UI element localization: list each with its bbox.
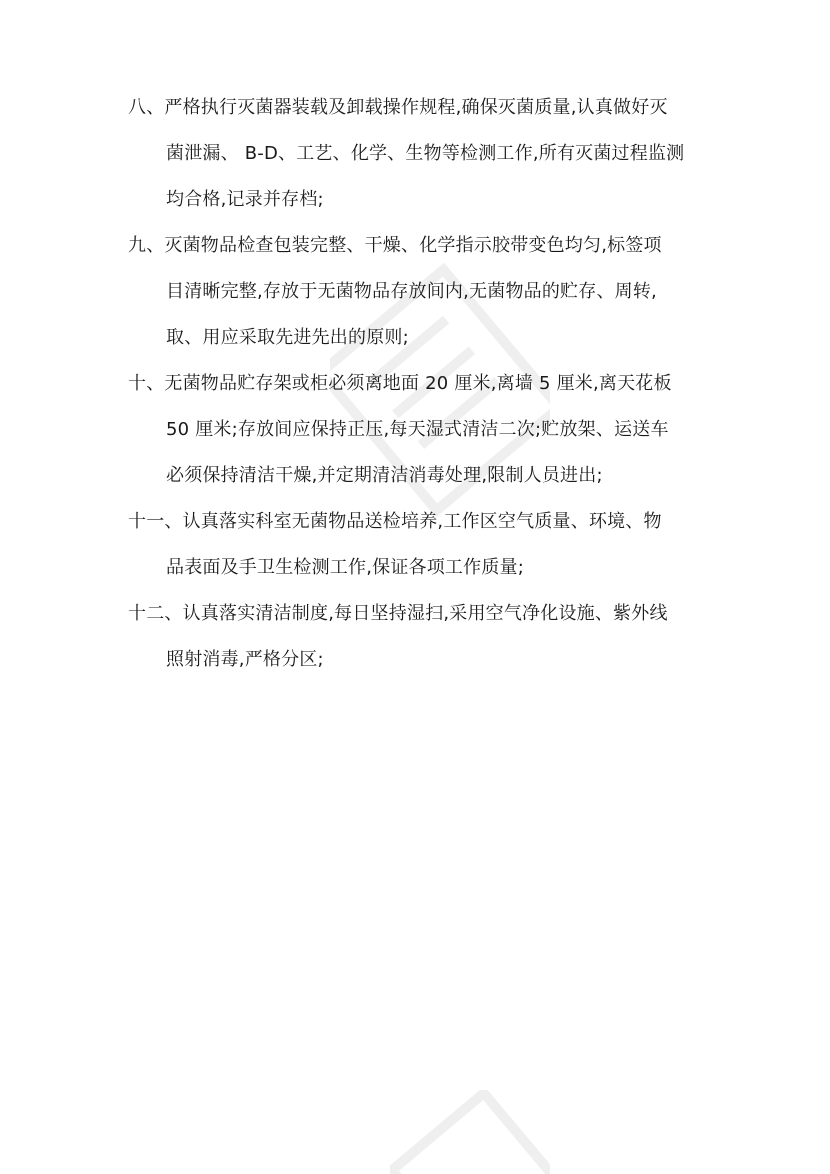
item-9-line-2: 目清晰完整,存放于无菌物品存放间内,无菌物品的贮存、周转, xyxy=(166,281,657,302)
item-9-line-1: 九、灭菌物品检查包装完整、干燥、化学指示胶带变色均匀,标签项 xyxy=(128,235,662,256)
item-9-line-3: 取、用应采取先进先出的原则; xyxy=(166,327,409,348)
item-10-line-1: 十、无菌物品贮存架或柜必须离地面 20 厘米,离墙 5 厘米,离天花板 xyxy=(128,373,672,394)
item-10-line-3: 必须保持清洁干燥,并定期清洁消毒处理,限制人员进出; xyxy=(166,465,603,486)
watermark-graphic-bottom xyxy=(390,1090,550,1174)
item-10-line-2: 50 厘米;存放间应保持正压,每天湿式清洁二次;贮放架、运送车 xyxy=(166,419,669,440)
item-8-line-3: 均合格,记录并存档; xyxy=(166,189,324,210)
item-12-line-2: 照射消毒,严格分区; xyxy=(166,649,324,670)
item-12-line-1: 十二、认真落实清洁制度,每日坚持湿扫,采用空气净化设施、紫外线 xyxy=(128,603,668,624)
item-8-line-1: 八、严格执行灭菌器装载及卸载操作规程,确保灭菌质量,认真做好灭 xyxy=(128,97,668,118)
item-11-line-1: 十一、认真落实科室无菌物品送检培养,工作区空气质量、环境、物 xyxy=(128,511,662,532)
item-8-line-2: 菌泄漏、 B-D、工艺、化学、生物等检测工作,所有灭菌过程监测 xyxy=(166,143,685,164)
item-11-line-2: 品表面及手卫生检测工作,保证各项工作质量; xyxy=(166,557,524,578)
